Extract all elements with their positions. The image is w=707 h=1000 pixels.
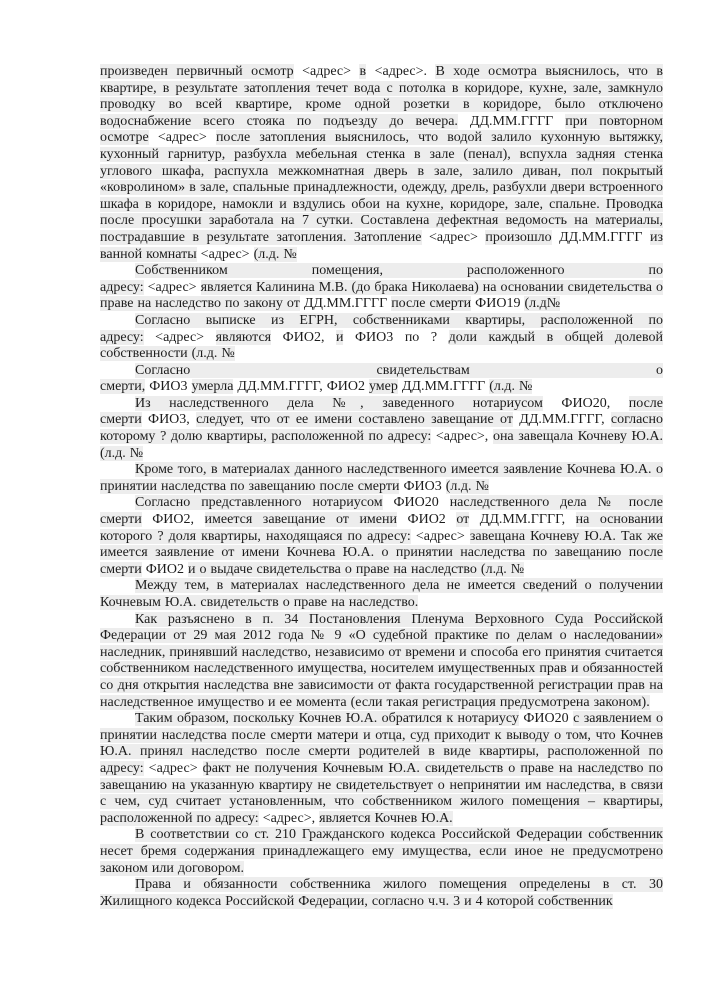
- anonymized-token: <адрес>: [143, 760, 203, 776]
- anonymized-token: <адрес>: [143, 329, 216, 345]
- paragraph: [100, 396, 663, 462]
- text-run: имеется завещание от имени: [204, 512, 397, 528]
- text-run: завещана Кочневу Ю.А. Так же имеется заявление от имени Кочнева Ю.А. о принятии наследства по завещанию после смерти: [100, 528, 664, 577]
- text-run: В ходе осмотра выяснилось, что в квартире, в результате затопления течет вода с потолка в коридоре, кухне, зале, замкнуло проводку во всей квартире, кроме одной розетки в коридоре, было отключено водоснабжение всего стояка по подъезду до вечера.: [100, 64, 663, 129]
- text-run: (л.д№: [524, 296, 561, 312]
- text-run: факт не получения Кочневым Ю.А. свидетельств о праве на наследство по завещанию на указанную квартиру не свидетельствует о непринятии им наследства, в связи с чем, суд считает установленным, что собственником жилого помещения – квартиры, расположенной по адресу:: [100, 760, 664, 826]
- anonymized-token: ДД.ММ.ГГГГ: [551, 229, 650, 245]
- text-run: произошло: [485, 229, 552, 245]
- paragraph: [100, 877, 663, 910]
- text-run: Как разъяснено в п. 34 Постановления Пленума Верховного Суда Российской Федерации от 29 мая 2012 года № 9 «О судебной практике по делам о наследовании» наследник, принявший наследство, независимо от времени и способа его принятия считается собственником наследственного имущества, носителем имущественных прав и обязанностей со дня открытия наследства вне зависимости от факта государственной регистрации прав на наследственное имущество и ее момента (если такая регистрация предусмотрена законом).: [100, 611, 663, 710]
- text-run: умер: [368, 379, 398, 395]
- text-run: является Кочнев Ю.А.: [319, 810, 453, 826]
- anonymized-token: ДД.ММ.ГГГГ: [457, 113, 566, 129]
- text-run: умерла: [191, 379, 234, 395]
- text-run: Таким образом, поскольку Кочнев Ю.А. обратился к нотариусу: [135, 711, 519, 727]
- text-run: Между тем, в материалах наследственного дела не имеется сведений о получении Кочневым Ю.А. свидетельств о праве на наследство.: [100, 578, 663, 610]
- document-body: [100, 64, 663, 910]
- text-run: с заявлением о принятии наследства после смерти матери и отца, суд приходит к выводу о том, что Кочнев Ю.А. принял наследство после смерти родителей в виде квартиры, расположенной по адресу:: [100, 711, 664, 776]
- anonymized-token: <адрес>,: [431, 429, 493, 445]
- anonymized-token: <адрес>: [196, 246, 254, 262]
- paragraph: [100, 64, 663, 263]
- text-run: Кроме того, в материалах данного наследственного имеется заявление Кочнева Ю.А. о принятии наследства по завещанию после смерти: [100, 462, 663, 494]
- anonymized-token: ДД.ММ.ГГГГ: [299, 296, 392, 312]
- paragraph: [100, 827, 663, 877]
- anonymized-token: <адрес>,: [258, 810, 320, 826]
- anonymized-token: ФИО2: [141, 561, 188, 577]
- text-run: согласно которому ? долю квартиры, расположенной по адресу:: [100, 412, 664, 445]
- text-run: наследственного дела № после смерти: [100, 495, 663, 528]
- anonymized-token: ФИО3,: [141, 412, 197, 428]
- anonymized-token: <адрес>: [143, 279, 201, 295]
- anonymized-token: ФИО3: [145, 379, 192, 395]
- paragraph: [100, 462, 663, 495]
- text-run: после смерти: [391, 296, 472, 312]
- text-run: следует, что от ее имени составлено завещание от: [196, 412, 513, 428]
- text-run: на основании которого ? доля квартиры, находящаяся по адресу:: [100, 512, 664, 544]
- text-run: произведен первичный осмотр: [100, 64, 294, 79]
- text-run: она завещала Кочневу Ю.А. (л.д. №: [100, 429, 663, 461]
- text-run: при повторном осмотре: [100, 113, 664, 146]
- text-run: Согласно свидетельствам о смерти,: [100, 362, 663, 395]
- anonymized-token: <адрес>.: [366, 64, 436, 79]
- paragraph: [100, 578, 663, 611]
- anonymized-token: ДД.ММ.ГГГГ,: [512, 412, 611, 428]
- anonymized-token: <адрес>: [421, 229, 486, 245]
- paragraph: [100, 313, 663, 363]
- anonymized-token: ДД.ММ.ГГГГ,: [469, 512, 576, 528]
- text-run: является Калинина М.В. (до брака Николаева) на основании свидетельства о праве на наследство по закону от: [100, 279, 664, 312]
- text-run: Согласно представленного нотариусом: [135, 495, 383, 511]
- anonymized-token: ФИО2: [397, 512, 457, 528]
- text-run: из ванной комнаты: [100, 229, 663, 262]
- paragraph: [100, 495, 663, 578]
- text-run: от: [456, 512, 470, 528]
- text-run: (л.д. №: [445, 478, 489, 494]
- text-run: являются: [215, 329, 272, 345]
- text-run: В соответствии со ст. 210 Гражданского кодекса Российской Федерации собственник несет бремя содержания принадлежащего ему имущества, если иное не предусмотрено законом или договором.: [100, 827, 663, 876]
- anonymized-token: ФИО3: [399, 478, 446, 494]
- anonymized-token: ФИО20: [382, 495, 450, 511]
- text-run: после смерти: [100, 395, 664, 428]
- anonymized-token: ДД.ММ.ГГГГ: [397, 379, 490, 395]
- text-run: и о выдаче свидетельства о праве на наследство (л.д. №: [188, 561, 525, 577]
- anonymized-token: ФИО20,: [542, 395, 629, 411]
- text-run: после затопления выяснилось, что водой залило кухонную вытяжку, кухонный гарнитур, разбухла мебельная стенка в зале (пенал), вспухла задняя стенка углового шкафа, распухла межкомнатная дверь в зале, залило диван, пол покрытый «ковролином» в зале, спальные принадлежности, одежду, дрель, разбухли двери встроенного шкафа в коридоре, намокли и вздулись обои на кухне, коридоре, зале, спальне. Проводка после просушки заработала на 7 сутки. Составлена дефектная ведомость на материалы, пострадавшие в результате затопления. Затопление: [100, 130, 663, 245]
- text-run: и: [335, 329, 344, 345]
- text-run: доли каждый в общей долевой собственности (л.д. №: [100, 329, 663, 362]
- anonymized-token: ФИО2,: [141, 512, 205, 528]
- text-run: Согласно выписке из ЕГРН, собственниками квартиры, расположенной по адресу:: [100, 312, 663, 345]
- anonymized-token: <адрес>: [148, 130, 216, 146]
- text-run: Из наследственного дела №, заведенного нотариусом: [135, 395, 543, 411]
- text-run: (л.д. №: [253, 246, 297, 262]
- anonymized-token: ФИО20: [518, 711, 574, 727]
- anonymized-token: <адрес>: [293, 64, 360, 79]
- anonymized-token: ДД.ММ.ГГГГ, ФИО2: [233, 379, 369, 395]
- paragraph: [100, 263, 663, 313]
- anonymized-token: <адрес>: [410, 528, 470, 544]
- text-run: Права и обязанности собственника жилого помещения определены в ст. 30 Жилищного кодекса Российской Федерации, согласно ч.ч. 3 и 4 которой собственник: [100, 877, 663, 909]
- paragraph: [100, 612, 663, 712]
- text-run: (л.д. №: [489, 379, 533, 395]
- anonymized-token: ФИО2,: [271, 329, 336, 345]
- anonymized-token: ФИО3 по ?: [343, 329, 449, 345]
- text-run: в: [359, 64, 367, 79]
- paragraph: [100, 363, 663, 396]
- anonymized-token: ФИО19: [471, 296, 525, 312]
- paragraph: [100, 711, 663, 827]
- text-run: Собственником помещения, расположенного по адресу:: [100, 263, 663, 295]
